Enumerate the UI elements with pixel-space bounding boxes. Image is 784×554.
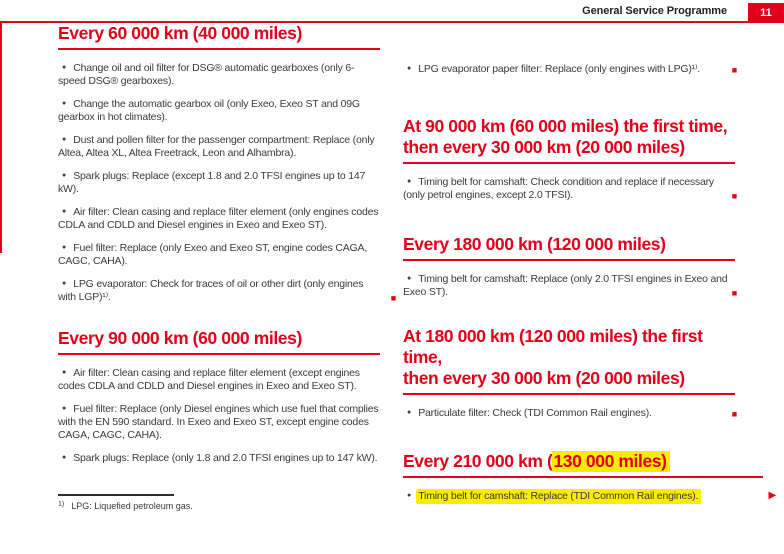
bullet-icon: ● — [407, 492, 412, 499]
bullet-icon: ● — [62, 208, 67, 215]
section-at-90000-km-first-time — [403, 116, 735, 202]
bullet-list — [403, 272, 735, 299]
item-text: Air filter: Clean casing and replace filter element (only engines codes CDLA and CDLD and Diesel engines in Exeo and Exeo ST). — [58, 206, 379, 231]
content-area — [58, 23, 776, 512]
footnote — [58, 494, 193, 511]
bullet-icon: ● — [62, 369, 67, 376]
section-end-square-icon: ■ — [731, 191, 737, 201]
section-end-square-icon: ■ — [731, 409, 737, 419]
bullet-icon: ● — [407, 65, 412, 72]
list-item — [58, 402, 380, 442]
list-item — [58, 133, 380, 160]
section-at-180000-km-first-time — [403, 326, 735, 420]
section-heading — [58, 23, 380, 50]
heading-line: Every 90 000 km (60 000 miles) — [58, 328, 302, 348]
bullet-icon: ● — [62, 100, 67, 107]
bullet-list — [58, 366, 380, 465]
section-heading — [403, 451, 763, 478]
left-column — [58, 23, 396, 512]
section-heading — [403, 234, 735, 261]
section-every-210000-km — [403, 451, 776, 503]
item-text: LPG evaporator paper filter: Replace (only engines with LPG)¹⁾. — [418, 63, 701, 75]
list-item — [403, 175, 735, 202]
item-text: Air filter: Clean casing and replace filter element (except engines codes CDLA and CDLD and Diesel engines in Exeo and Exeo ST). — [58, 367, 360, 392]
heading-line: then every 30 000 km (20 000 miles) — [403, 137, 685, 157]
heading-line: Every 180 000 km (120 000 miles) — [403, 234, 666, 254]
item-text: Spark plugs: Replace (except 1.8 and 2.0 TFSI engines up to 147 kW). — [58, 170, 366, 195]
heading-line: then every 30 000 km (20 000 miles) — [403, 368, 685, 388]
item-text: LPG evaporator: Check for traces of oil or other dirt (only engines with LGP)¹⁾. — [58, 278, 364, 303]
item-text: Dust and pollen filter for the passenger compartment: Replace (only Altea, Altea XL, Altea Freetrack, Leon and Alhambra). — [58, 134, 375, 159]
bullet-icon: ● — [407, 409, 412, 416]
left-edge-rule — [0, 23, 2, 253]
list-item — [58, 205, 380, 232]
section-heading — [58, 328, 380, 355]
bullet-icon: ● — [62, 244, 67, 251]
item-text: Timing belt for camshaft: Check condition and replace if necessary (only petrol engines, except 2.0 TFSI). — [403, 176, 714, 201]
item-text: Particulate filter: Check (TDI Common Rail engines). — [418, 407, 652, 419]
list-item — [403, 272, 735, 299]
heading-line: At 90 000 km (60 000 miles) the first time, — [403, 116, 728, 136]
list-item — [58, 61, 380, 88]
footnote-marker: 1) — [58, 501, 65, 508]
heading-text: Every 210 000 km ( — [403, 451, 553, 471]
heading-line: At 180 000 km (120 000 miles) the first time, — [403, 326, 703, 367]
heading-highlighted-text: 130 000 miles) — [552, 451, 669, 472]
footnote-text: LPG: Liquefied petroleum gas. — [71, 501, 193, 511]
item-text: Change oil and oil filter for DSG® automatic gearboxes (only 6-speed DSG® gearboxes). — [58, 62, 355, 87]
bullet-list — [58, 61, 396, 304]
list-item — [403, 489, 776, 503]
page-header — [0, 0, 784, 23]
bullet-list — [403, 406, 735, 420]
item-text: Fuel filter: Replace (only Exeo and Exeo ST, engine codes CAGA, CAGC, CAHA). — [58, 242, 368, 267]
item-text-highlighted: Timing belt for camshaft: Replace (TDI Common Rail engines). — [418, 490, 699, 502]
section-every-60000-km — [58, 23, 396, 304]
footnote-divider — [58, 494, 174, 496]
bullet-icon: ● — [62, 454, 67, 461]
item-text: Fuel filter: Replace (only Diesel engines which use fuel that complies with the EN 590 standard. In Exeo and Exeo ST, except engine codes CAGA, CAGC, CAHA). — [58, 403, 379, 441]
page-number-badge: 11 — [748, 3, 784, 23]
list-item — [403, 406, 735, 420]
bullet-icon: ● — [407, 178, 412, 185]
list-item — [58, 277, 396, 304]
list-item — [58, 97, 380, 124]
item-text: Change the automatic gearbox oil (only Exeo, Exeo ST and 09G gearbox in hot climates). — [58, 98, 360, 123]
bullet-icon: ● — [407, 275, 412, 282]
bullet-icon: ● — [62, 172, 67, 179]
section-end-square-icon: ■ — [731, 288, 737, 298]
bullet-list — [403, 175, 735, 202]
header-title: General Service Programme — [582, 5, 727, 17]
list-item — [58, 169, 380, 196]
list-item — [58, 451, 380, 465]
right-column — [403, 23, 776, 512]
list-item — [58, 241, 380, 268]
item-text: Timing belt for camshaft: Replace (only 2.0 TFSI engines in Exeo and Exeo ST). — [403, 273, 728, 298]
section-end-square-icon: ■ — [731, 65, 737, 75]
bullet-list — [403, 489, 776, 503]
bullet-icon: ● — [62, 280, 67, 287]
section-every-90000-km — [58, 328, 380, 465]
list-item — [58, 366, 380, 393]
heading-line: Every 60 000 km (40 000 miles) — [58, 23, 302, 43]
section-heading — [403, 116, 735, 164]
item-text: Spark plugs: Replace (only 1.8 and 2.0 TFSI engines up to 147 kW). — [73, 452, 378, 464]
bullet-icon: ● — [62, 136, 67, 143]
section-every-180000-km — [403, 234, 735, 299]
continuation-arrow-icon: ▶ — [768, 490, 776, 501]
bullet-icon: ● — [62, 405, 67, 412]
section-heading — [403, 326, 735, 395]
section-end-square-icon: ■ — [390, 293, 396, 303]
bullet-icon: ● — [62, 64, 67, 71]
list-item — [403, 62, 735, 76]
